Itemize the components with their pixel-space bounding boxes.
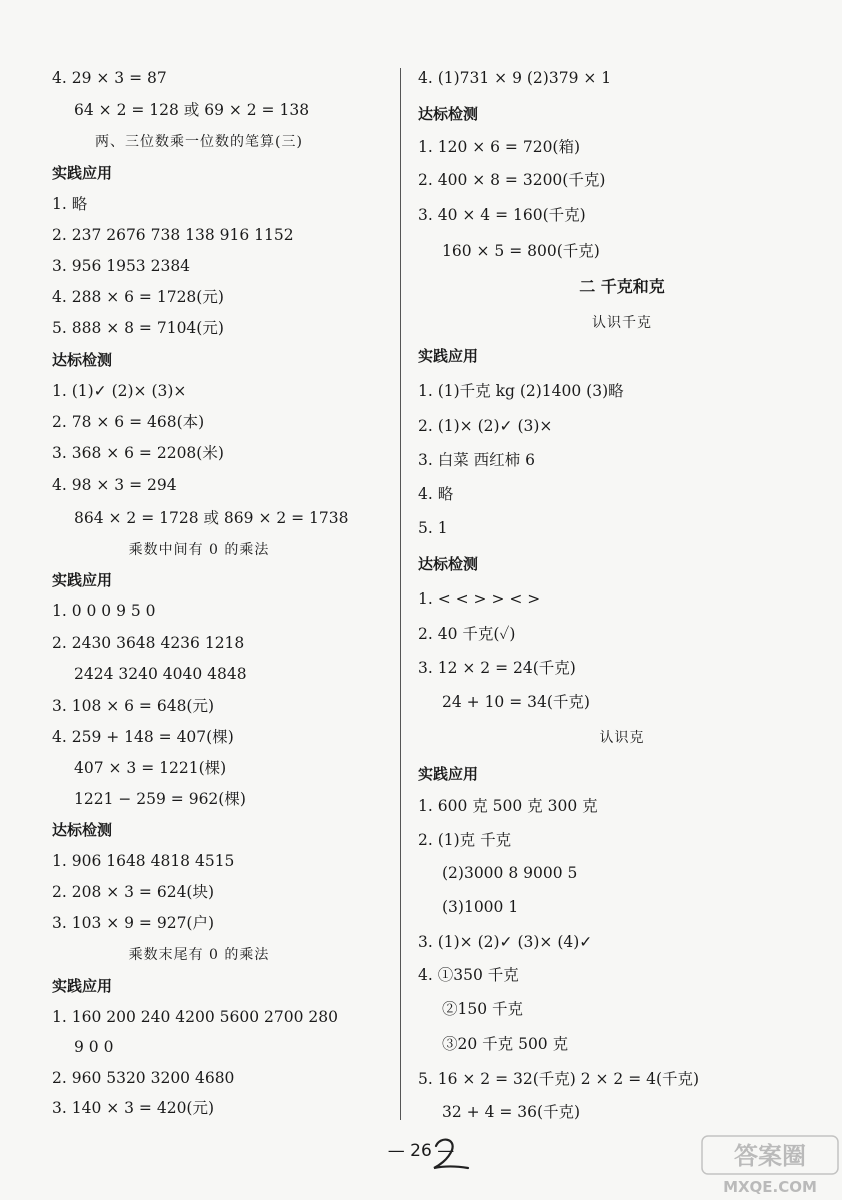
answer-line: 4. 略 bbox=[418, 485, 454, 503]
section-heading: 达标检测 bbox=[52, 821, 113, 839]
lesson-title: 认识克 bbox=[599, 730, 645, 746]
answer-line: 1. 略 bbox=[52, 195, 88, 213]
lesson-title: 两、三位数乘一位数的笔算(三) bbox=[95, 134, 303, 150]
answer-line: 1. 906 1648 4818 4515 bbox=[52, 852, 235, 870]
answer-line: 2. 208 × 3 = 624(块) bbox=[52, 883, 215, 901]
answer-line: 1. < < > > < > bbox=[418, 590, 541, 608]
answer-line: 3. 12 × 2 = 24(千克) bbox=[418, 659, 576, 677]
answer-line: 5. 888 × 8 = 7104(元) bbox=[52, 319, 224, 337]
answer-line: 1. (1)✓ (2)× (3)× bbox=[52, 382, 187, 400]
answer-line-continued: 160 × 5 = 800(千克) bbox=[442, 242, 600, 260]
answer-line: 5. 1 bbox=[418, 519, 448, 537]
section-heading: 实践应用 bbox=[52, 164, 113, 182]
answer-line: 4. 288 × 6 = 1728(元) bbox=[52, 288, 224, 306]
answer-line: 3. 白菜 西红柿 6 bbox=[418, 451, 535, 469]
section-heading: 实践应用 bbox=[418, 347, 479, 365]
section-heading: 实践应用 bbox=[52, 571, 113, 589]
watermark-logo bbox=[700, 1132, 840, 1198]
answer-line: 1. 160 200 240 4200 5600 2700 280 bbox=[52, 1008, 338, 1026]
svg-text:答案圈: 答案圈 bbox=[734, 1142, 806, 1170]
lesson-title: 乘数末尾有 0 的乘法 bbox=[128, 947, 270, 963]
answer-line: 2. (1)× (2)✓ (3)× bbox=[418, 417, 553, 435]
svg-text:MXQE.COM: MXQE.COM bbox=[723, 1178, 817, 1196]
answer-line-continued: 407 × 3 = 1221(棵) bbox=[74, 759, 227, 777]
answer-line: 2. 237 2676 738 138 916 1152 bbox=[52, 226, 294, 244]
answer-line: 3. 40 × 4 = 160(千克) bbox=[418, 206, 586, 224]
answer-line: 4. 259 + 148 = 407(棵) bbox=[52, 728, 234, 746]
answer-line: 2. 2430 3648 4236 1218 bbox=[52, 634, 245, 652]
section-heading: 达标检测 bbox=[418, 555, 479, 573]
answer-line: 4. ①350 千克 bbox=[418, 966, 519, 984]
column-divider bbox=[400, 68, 401, 1120]
answer-line-continued: 2424 3240 4040 4848 bbox=[74, 665, 247, 683]
lesson-title: 乘数中间有 0 的乘法 bbox=[128, 542, 270, 558]
answer-line: 1. 600 克 500 克 300 克 bbox=[418, 797, 598, 815]
answer-line: 4. (1)731 × 9 (2)379 × 1 bbox=[418, 69, 612, 87]
answer-line-continued: (2)3000 8 9000 5 bbox=[442, 864, 578, 882]
answer-line: 3. 368 × 6 = 2208(米) bbox=[52, 444, 224, 462]
section-heading: 实践应用 bbox=[52, 977, 113, 995]
lesson-title: 认识千克 bbox=[592, 315, 652, 331]
answer-line: 4. 29 × 3 = 87 bbox=[52, 69, 167, 87]
answer-line-continued: ②150 千克 bbox=[442, 1000, 524, 1018]
answer-line: 5. 16 × 2 = 32(千克) 2 × 2 = 4(千克) bbox=[418, 1070, 700, 1088]
unit-title: 二 千克和克 bbox=[579, 277, 665, 296]
section-heading: 达标检测 bbox=[418, 105, 479, 123]
section-heading: 实践应用 bbox=[418, 765, 479, 783]
answer-line: 2. 78 × 6 = 468(本) bbox=[52, 413, 205, 431]
handwritten-mark bbox=[430, 1136, 470, 1172]
answer-line-continued: 864 × 2 = 1728 或 869 × 2 = 1738 bbox=[74, 509, 349, 527]
answer-line: 2. 960 5320 3200 4680 bbox=[52, 1069, 235, 1087]
answer-line: 3. (1)× (2)✓ (3)× (4)✓ bbox=[418, 933, 593, 951]
answer-line-continued: 32 + 4 = 36(千克) bbox=[442, 1103, 581, 1121]
answer-line-continued: ③20 千克 500 克 bbox=[442, 1035, 569, 1053]
answer-line: 3. 103 × 9 = 927(户) bbox=[52, 914, 215, 932]
answer-line: 2. 40 千克(✓) bbox=[418, 625, 516, 643]
answer-line-continued: 64 × 2 = 128 或 69 × 2 = 138 bbox=[74, 101, 310, 119]
answer-line: 1. (1)千克 kg (2)1400 (3)略 bbox=[418, 382, 624, 400]
answer-line: 2. 400 × 8 = 3200(千克) bbox=[418, 171, 606, 189]
answer-line: 1. 0 0 0 9 5 0 bbox=[52, 602, 156, 620]
answer-line: 3. 140 × 3 = 420(元) bbox=[52, 1099, 215, 1117]
answer-line-continued: 1221 − 259 = 962(棵) bbox=[74, 790, 246, 808]
answer-line: 3. 108 × 6 = 648(元) bbox=[52, 697, 215, 715]
answer-line: 2. (1)克 千克 bbox=[418, 831, 512, 849]
answer-line: 3. 956 1953 2384 bbox=[52, 257, 191, 275]
section-heading: 达标检测 bbox=[52, 351, 113, 369]
answer-line-continued: 24 + 10 = 34(千克) bbox=[442, 693, 590, 711]
answer-line-continued: 9 0 0 bbox=[74, 1038, 114, 1056]
answer-line-continued: (3)1000 1 bbox=[442, 898, 519, 916]
answer-line: 1. 120 × 6 = 720(箱) bbox=[418, 138, 581, 156]
page-number: — 26 — bbox=[387, 1141, 455, 1161]
answer-line: 4. 98 × 3 = 294 bbox=[52, 476, 177, 494]
